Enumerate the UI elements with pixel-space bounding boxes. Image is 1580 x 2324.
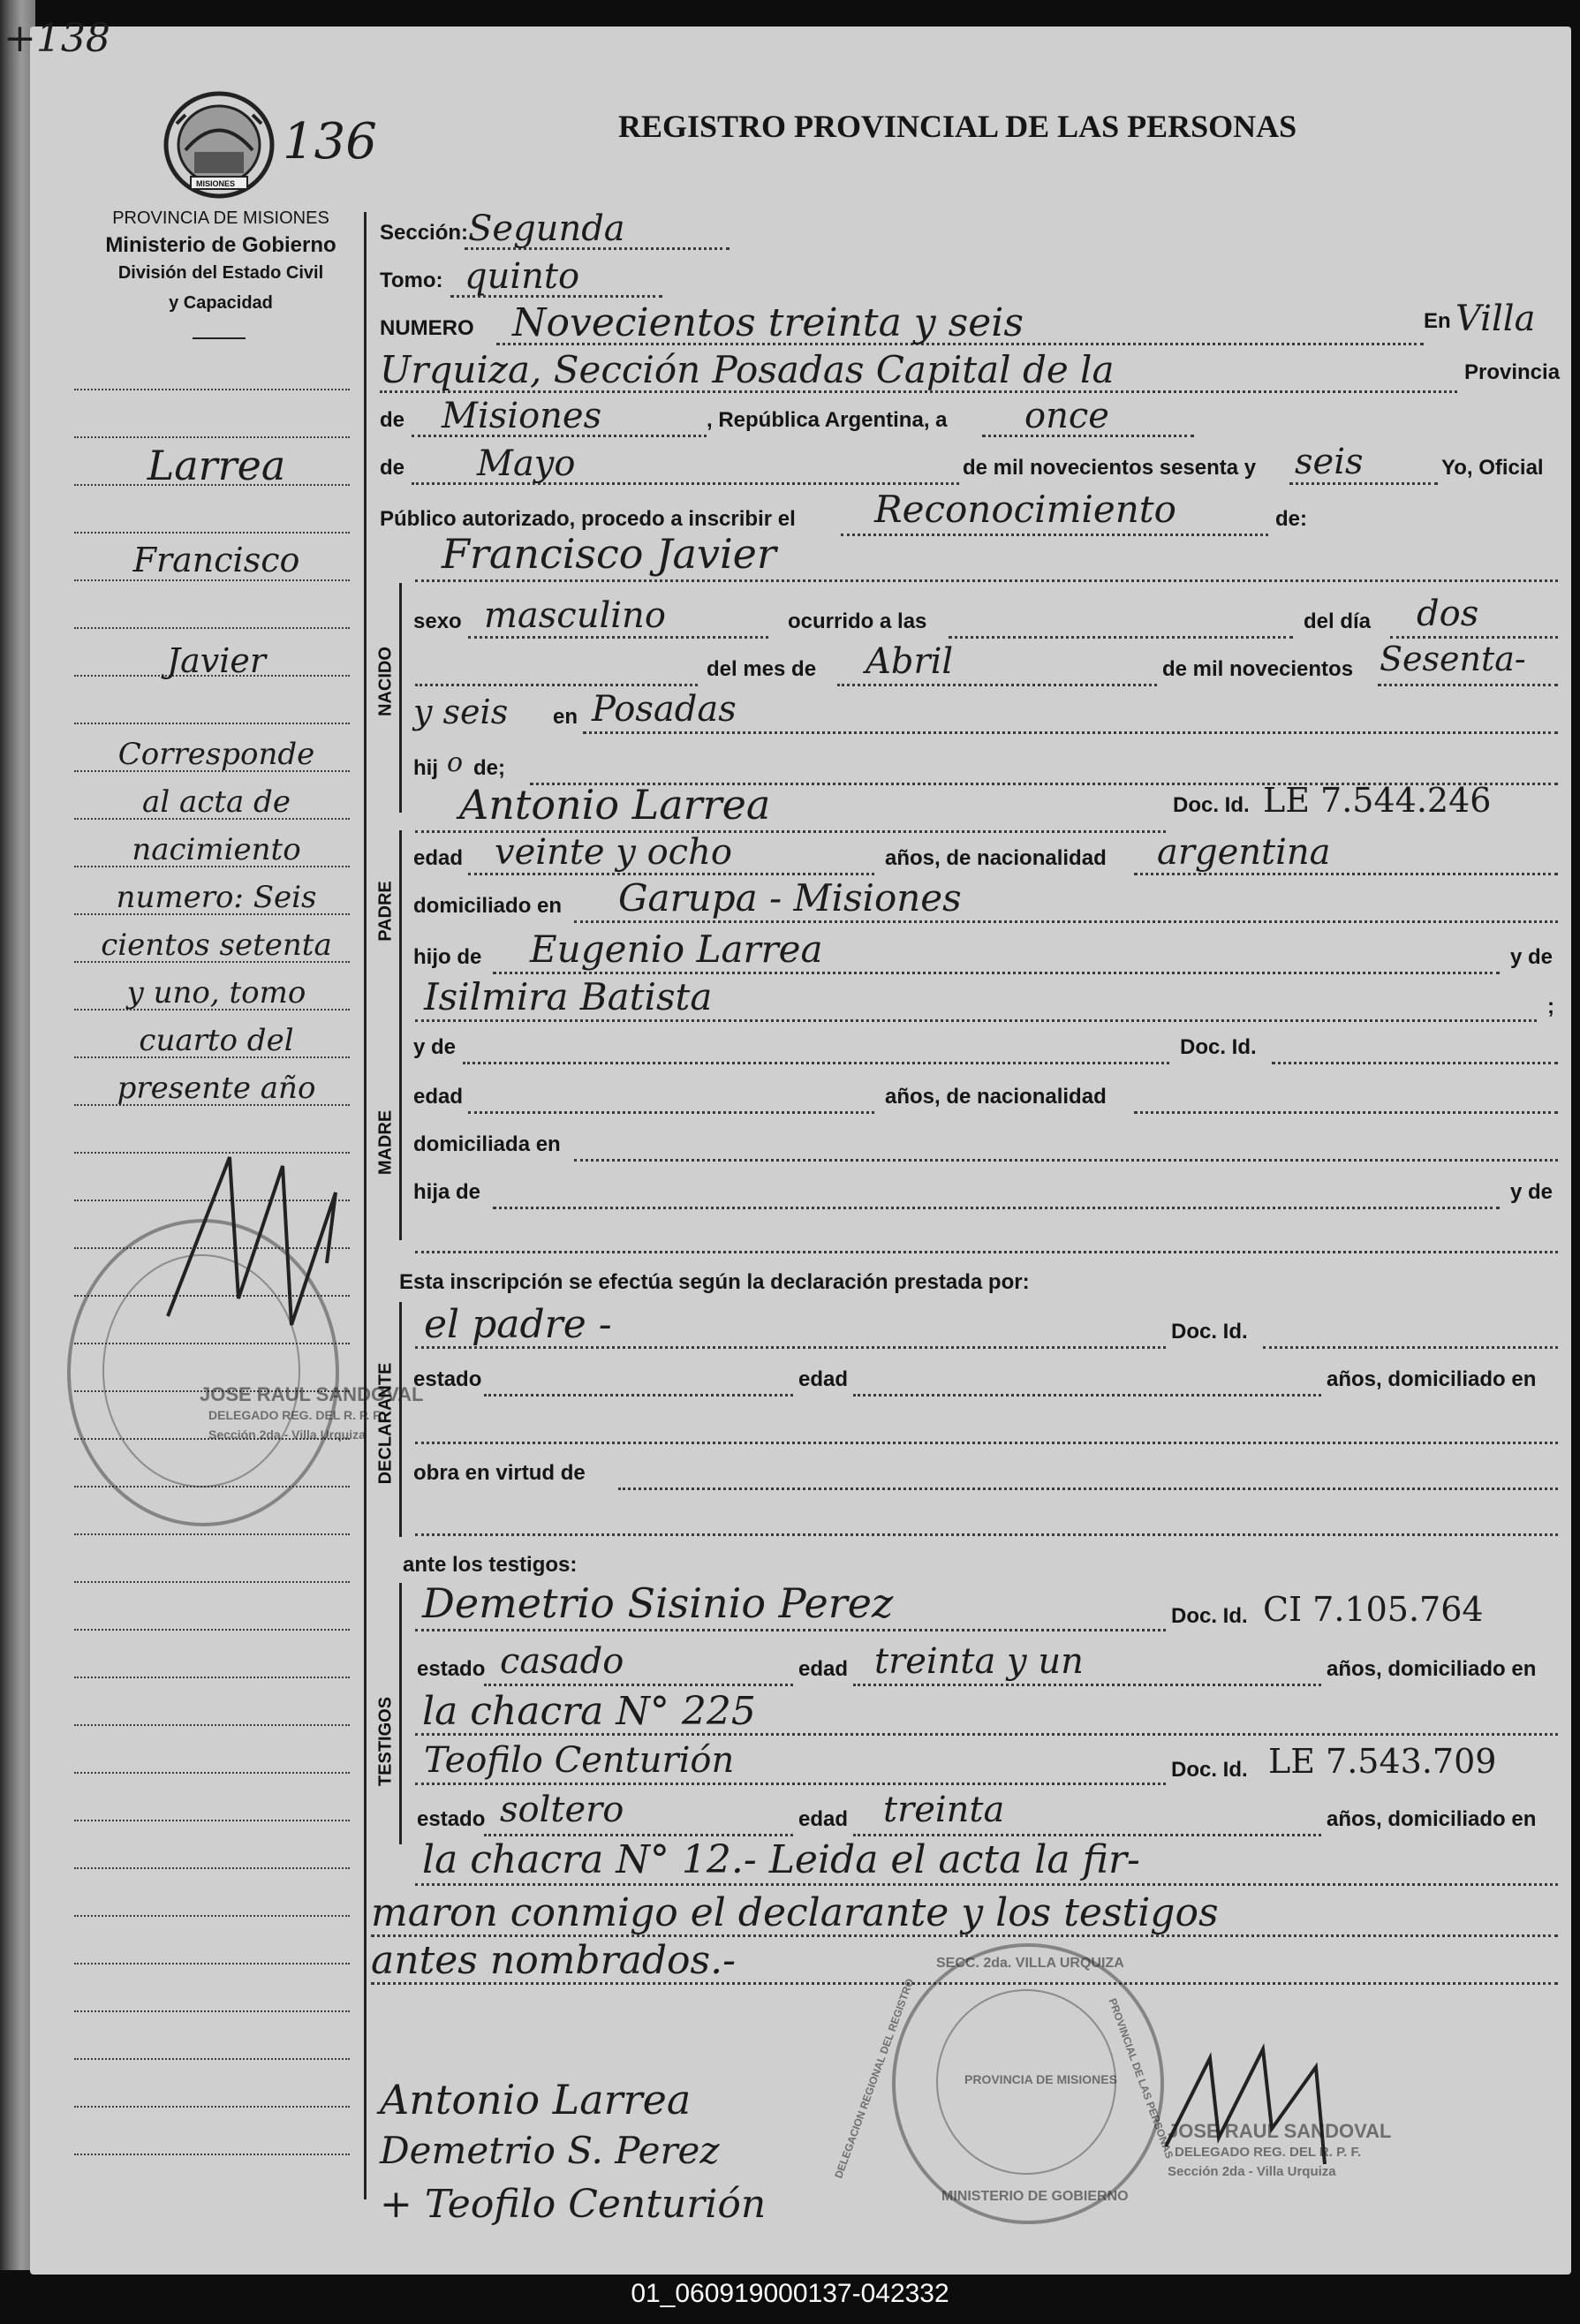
value-seccion: Segunda	[468, 208, 625, 249]
margin-note-line: al acta de	[142, 784, 291, 820]
line-obra	[618, 1488, 1558, 1490]
margin-line	[74, 1533, 350, 1535]
value-tomo: quinto	[465, 256, 580, 297]
margin-line	[74, 1820, 350, 1821]
section-rule	[399, 830, 402, 1042]
line-madre-edad	[468, 1111, 874, 1114]
value-testigo2-edad: treinta	[883, 1790, 1005, 1830]
line-declarante-edad	[853, 1394, 1321, 1397]
margin-line	[74, 2058, 350, 2060]
line-abuela	[415, 1019, 1537, 1022]
margin-line	[74, 1724, 350, 1726]
value-testigo2-dom: la chacra N° 12.- Leida el acta la fir-	[422, 1837, 1140, 1882]
top-corner-mark: +138	[4, 16, 110, 61]
margin-line	[74, 532, 350, 534]
label-testigo2-doc: Doc. Id.	[1171, 1758, 1248, 1782]
left-stamp-title: DELEGADO REG. DEL R. P. F.	[208, 1408, 383, 1422]
line-testigo1	[415, 1629, 1166, 1631]
page-number: 136	[283, 113, 377, 170]
section-label-padre: PADRE	[375, 881, 396, 942]
value-testigo1-edad: treinta y un	[874, 1641, 1084, 1682]
label-publico: Público autorizado, procedo a inscribir el	[380, 507, 796, 531]
label-hijo-de: de;	[473, 756, 505, 780]
value-testigo1-doc: CI 7.105.764	[1263, 1590, 1484, 1629]
margin-line	[74, 627, 350, 629]
signature-testigo1: Demetrio S. Perez	[380, 2129, 720, 2172]
margin-note-line: y uno, tomo	[126, 975, 306, 1011]
line-declarante-doc	[1263, 1346, 1558, 1349]
value-mes-nac: Abril	[866, 641, 954, 682]
label-provincia: Provincia	[1464, 360, 1561, 384]
label-madre-edad: edad	[413, 1085, 464, 1109]
margin-line	[74, 723, 350, 724]
label-hijo-de-2: hijo de	[413, 945, 482, 969]
line-testigo1-estado	[484, 1684, 793, 1686]
label-madre-dom: domiciliada en	[413, 1132, 561, 1156]
section-rule	[399, 583, 402, 813]
margin-note-line: numero: Seis	[116, 880, 317, 915]
label-testigo1-edad: edad	[798, 1657, 849, 1681]
line-madre-nombre	[463, 1062, 1169, 1064]
line-lugar-nac	[583, 731, 1558, 734]
label-ocurrido: ocurrido a las	[788, 609, 927, 633]
value-dia: once	[1024, 396, 1109, 436]
margin-line	[74, 2154, 350, 2155]
line-padre-edad	[468, 873, 874, 875]
margin-line	[74, 1629, 350, 1631]
label-declarante-estado: estado	[413, 1367, 482, 1391]
right-stamp-section: Sección 2da - Villa Urquiza	[1168, 2164, 1336, 2179]
margin-line	[74, 2106, 350, 2108]
line-nombre	[415, 579, 1558, 582]
margin-line	[74, 436, 350, 438]
left-round-seal-inner-icon	[102, 1254, 300, 1488]
line-hora	[949, 636, 1293, 639]
section-label-nacido: NACIDO	[375, 647, 396, 716]
section-rule	[399, 1039, 402, 1240]
label-de-mil: de mil novecientos sesenta y	[963, 456, 1257, 480]
label-madre-nac: años, de nacionalidad	[885, 1085, 1107, 1109]
value-testigo2-doc: LE 7.543.709	[1268, 1742, 1497, 1781]
line-testigo2-estado	[484, 1834, 793, 1836]
value-nombre: Francisco Javier	[442, 530, 776, 578]
line-abuelo	[493, 972, 1500, 974]
label-declarante-edad: edad	[798, 1367, 849, 1391]
margin-line	[74, 579, 350, 581]
label-de-provincia: de	[380, 408, 405, 432]
line-madre-nac	[1134, 1111, 1558, 1114]
header-province: PROVINCIA DE MISIONES	[112, 208, 329, 228]
line-anio-nac	[1378, 684, 1558, 686]
line-testigo1-edad	[853, 1684, 1321, 1686]
label-tomo: Tomo:	[380, 269, 443, 292]
round-seal-left: DELEGACION REGIONAL DEL REGISTRO	[832, 1977, 917, 2180]
value-lugar: Urquiza, Sección Posadas Capital de la	[380, 348, 1115, 391]
label-inscripcion: Esta inscripción se efectúa según la declaración prestada por:	[399, 1270, 1030, 1294]
label-ante-testigos: ante los testigos:	[403, 1553, 578, 1577]
left-stamp-section: Sección 2da - Villa Urquiza	[208, 1427, 366, 1442]
margin-note-line: cientos setenta	[101, 927, 332, 963]
label-de-mes: de	[380, 456, 405, 480]
margin-line	[74, 1915, 350, 1917]
line-dia-nac	[1390, 636, 1558, 639]
margin-surname: Larrea	[147, 442, 286, 489]
value-lugar-nac: Posadas	[592, 689, 737, 730]
value-testigo2: Teofilo Centurión	[424, 1740, 735, 1781]
label-del-mes: del mes de	[707, 657, 817, 681]
section-label-declarante: DECLARANTE	[375, 1362, 396, 1485]
margin-line	[74, 2010, 350, 2012]
signature-testigo2: + Teofilo Centurión	[380, 2182, 767, 2227]
label-en-lugar: en	[553, 705, 578, 729]
header-ministry: Ministerio de Gobierno	[105, 233, 336, 257]
value-padre-dom: Garupa - Misiones	[618, 876, 962, 920]
label-declarante-anos: años, domiciliado en	[1327, 1367, 1537, 1391]
label-padre-dom: domiciliado en	[413, 894, 563, 918]
value-acto: Reconocimiento	[874, 488, 1176, 531]
margin-note-line: presente año	[117, 1071, 316, 1106]
value-mes: Mayo	[477, 443, 576, 484]
value-padre-nac: argentina	[1157, 832, 1331, 873]
label-obra: obra en virtud de	[413, 1461, 586, 1485]
margin-line	[74, 1867, 350, 1869]
value-testigo1-dom: la chacra N° 225	[422, 1689, 756, 1734]
label-testigo2-edad: edad	[798, 1807, 849, 1831]
label-semicolon: ;	[1547, 995, 1554, 1018]
value-abuela: Isilmira Batista	[424, 975, 713, 1018]
margin-note-line: nacimiento	[132, 832, 301, 867]
line-acto	[841, 534, 1268, 536]
label-testigo2-anos: años, domiciliado en	[1327, 1807, 1537, 1831]
value-provincia: Misiones	[442, 396, 602, 436]
label-testigo1-doc: Doc. Id.	[1171, 1604, 1248, 1628]
line-madre-doc	[1272, 1062, 1558, 1064]
label-sexo: sexo	[413, 609, 462, 633]
label-y-de: y de	[1510, 945, 1554, 969]
line-obra-2	[415, 1533, 1558, 1536]
signature-padre: Antonio Larrea	[380, 2076, 692, 2123]
margin-name-2: Javier	[166, 641, 267, 680]
label-del-dia: del día	[1304, 609, 1372, 633]
right-stamp-name: JOSE RAUL SANDOVAL	[1168, 2120, 1392, 2142]
margin-note-line: Corresponde	[117, 737, 315, 772]
label-de-colon: de:	[1275, 507, 1307, 531]
margin-line	[74, 1581, 350, 1583]
line-testigo2-edad	[853, 1834, 1321, 1836]
value-dia-nac: dos	[1417, 594, 1479, 634]
label-en: En	[1424, 309, 1451, 333]
value-testigo1-estado: casado	[500, 1641, 624, 1682]
label-numero: NUMERO	[380, 316, 474, 340]
value-abuelo: Eugenio Larrea	[530, 927, 823, 971]
margin-line	[74, 1963, 350, 1964]
label-madre-y-de: y de	[413, 1035, 457, 1059]
section-rule	[399, 1302, 402, 1537]
label-republica: , República Argentina, a	[707, 408, 948, 432]
header-rule	[193, 337, 246, 339]
section-label-madre: MADRE	[375, 1109, 396, 1176]
value-padre-edad: veinte y ocho	[495, 832, 732, 873]
line-nacido-blank	[415, 684, 698, 686]
label-seccion: Sección:	[380, 221, 469, 245]
right-stamp-title: DELEGADO REG. DEL R. P. F.	[1175, 2145, 1362, 2160]
line-madre-blank	[415, 1251, 1558, 1253]
label-de-mil-nac: de mil novecientos	[1162, 657, 1354, 681]
line-declarante-dom	[415, 1442, 1558, 1444]
value-hijo-suffix: o	[447, 747, 464, 778]
value-anio: seis	[1295, 442, 1364, 482]
line-declarante-estado	[484, 1394, 793, 1397]
left-stamp-name: JOSE RAUL SANDOVAL	[200, 1383, 424, 1405]
round-seal-top: SECC. 2da. VILLA URQUIZA	[936, 1956, 1124, 1971]
label-padre-doc: Doc. Id.	[1173, 793, 1250, 817]
margin-line	[74, 1677, 350, 1678]
label-padre-nac: años, de nacionalidad	[885, 846, 1107, 870]
province-crest-icon	[159, 88, 279, 203]
round-seal-right: PROVINCIAL DE LAS PERSONAS	[1106, 1996, 1176, 2161]
round-seal-bottom: MINISTERIO DE GOBIERNO	[941, 2189, 1129, 2204]
label-hija-de: hija de	[413, 1180, 481, 1204]
header-division: División del Estado Civil	[117, 263, 324, 283]
line-anio	[1289, 482, 1438, 485]
margin-note-line: cuarto del	[139, 1023, 294, 1058]
round-seal-center: PROVINCIA DE MISIONES	[964, 2072, 1117, 2086]
line-sexo	[468, 636, 768, 639]
line-madre-dom	[574, 1159, 1558, 1162]
line-testigo2-dom	[415, 1883, 1558, 1886]
label-testigo2-estado: estado	[417, 1807, 486, 1831]
section-label-testigos: TESTIGOS	[375, 1696, 396, 1787]
margin-name-1: Francisco	[132, 541, 300, 579]
value-anio-nac-2: y seis	[413, 693, 509, 731]
value-sexo: masculino	[484, 595, 666, 636]
column-divider	[364, 212, 367, 2199]
value-en: Villa	[1455, 299, 1536, 339]
line-hija-de	[493, 1207, 1500, 1209]
label-madre-doc: Doc. Id.	[1180, 1035, 1257, 1059]
line-mes-nac	[837, 684, 1157, 686]
label-madre-y-de-2: y de	[1510, 1180, 1554, 1204]
margin-line	[74, 1772, 350, 1774]
value-closing-1: maron conmigo el declarante y los testigos	[371, 1890, 1219, 1935]
document-title: REGISTRO PROVINCIAL DE LAS PERSONAS	[618, 109, 1297, 144]
label-yo-oficial: Yo, Oficial	[1441, 456, 1544, 480]
label-declarante-doc: Doc. Id.	[1171, 1320, 1248, 1344]
margin-line	[74, 389, 350, 390]
label-testigo1-anos: años, domiciliado en	[1327, 1657, 1537, 1681]
value-testigo1: Demetrio Sisinio Perez	[422, 1579, 894, 1627]
value-declarante: el padre -	[424, 1302, 612, 1347]
label-hijo: hij	[413, 756, 438, 780]
scan-id-footer: 01_060919000137-042332	[631, 2279, 949, 2308]
value-padre-nombre: Antonio Larrea	[459, 781, 771, 829]
header-capacity: y Capacidad	[169, 293, 273, 313]
value-closing-2: antes nombrados.-	[371, 1938, 736, 1983]
line-padre-dom	[574, 920, 1558, 923]
crest-label: MISIONES	[196, 179, 236, 188]
line-testigo2	[415, 1783, 1166, 1785]
line-padre-nac	[1134, 873, 1558, 875]
label-padre-edad: edad	[413, 846, 464, 870]
value-padre-doc: LE 7.544.246	[1263, 781, 1492, 820]
value-numero: Novecientos treinta y seis	[512, 300, 1024, 345]
label-testigo1-estado: estado	[417, 1657, 486, 1681]
value-testigo2-estado: soltero	[500, 1790, 624, 1830]
section-rule	[399, 1583, 402, 1844]
value-anio-nac: Sesenta-	[1380, 640, 1526, 678]
